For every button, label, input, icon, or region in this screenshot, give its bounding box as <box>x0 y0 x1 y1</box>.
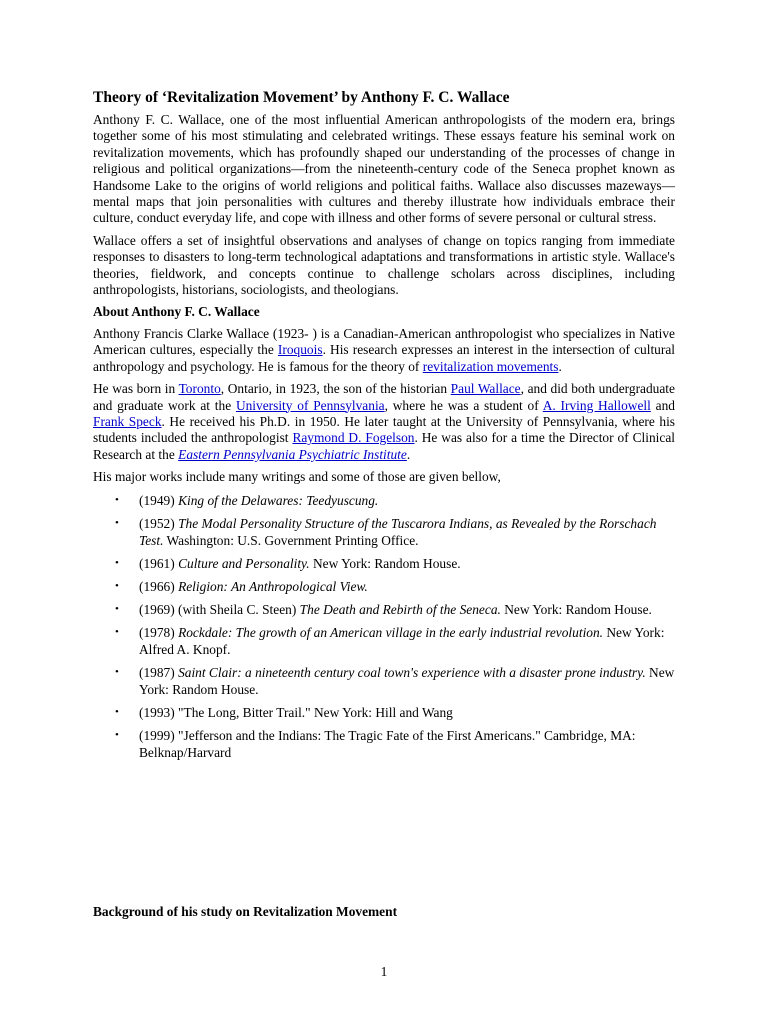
document-body <box>93 88 675 767</box>
bullet-icon: • <box>115 728 119 741</box>
document-title: Theory of ‘Revitalization Movement’ by Anthony F. C. Wallace <box>93 89 510 106</box>
work-entry: (1999) "Jefferson and the Indians: The Tragic Fate of the First Americans." Cambridge, MA: Belknap/Harvard <box>139 727 636 760</box>
work-publisher: New York: Random House. <box>309 555 461 571</box>
link-iroquois[interactable]: Iroquois <box>277 342 323 358</box>
text-span: , where he was a student of <box>384 397 543 413</box>
list-item <box>93 664 675 698</box>
work-publisher: New York: Alfred A. Knopf. <box>139 624 665 657</box>
work-year: (1987) <box>139 664 179 680</box>
work-year: (1961) <box>139 555 179 571</box>
link-eastern-pennsylvania-psychiatric-institute[interactable]: Eastern Pennsylvania Psychiatric Institute <box>178 446 407 462</box>
work-year: (1949) <box>139 492 179 508</box>
text-span: Anthony Francis Clarke Wallace (1923- ) is a Canadian-American anthropologist who specializes in Native American cultures, especially the <box>93 325 675 358</box>
bullet-icon: • <box>115 493 119 506</box>
work-title: Saint Clair: a nineteenth century coal town's experience with a disaster prone industry. <box>178 664 646 680</box>
works-intro: His major works include many writings and some of those are given bellow, <box>93 469 501 485</box>
link-a-irving-hallowell[interactable]: A. Irving Hallowell <box>542 397 651 413</box>
work-title: The Death and Rebirth of the Seneca. <box>299 601 501 617</box>
list-item <box>93 555 675 572</box>
work-title: The Modal Personality Structure of the Tuscarora Indians, as Revealed by the Rorschach Test. <box>139 515 657 548</box>
list-item <box>93 492 675 509</box>
background-heading: Background of his study on Revitalization Movement <box>93 904 398 919</box>
bullet-icon: • <box>115 705 119 718</box>
about-paragraph-1 <box>93 326 675 375</box>
intro-paragraph-2: Wallace offers a set of insightful observations and analyses of change on topics ranging from immediate responses to disasters to long-term technological adaptations and transformations in artistic style. Wallace's theories, fieldwork, and concepts continue to challenge scholars across disciplines, including anthropologists, historians, sociologists, and theologians. <box>93 232 675 298</box>
text-span: . He received his Ph.D. in 1950. He later taught at the University of Pennsylvania, where his students included the anthropologist <box>93 413 675 446</box>
work-year: (1952) <box>139 515 179 531</box>
bullet-icon: • <box>115 579 119 592</box>
work-year: (1966) <box>139 578 179 594</box>
work-title: Religion: An Anthropological View. <box>178 578 368 594</box>
work-year: (1969) (with Sheila C. Steen) <box>139 601 300 617</box>
bullet-icon: • <box>115 625 119 638</box>
intro-paragraph-1: Anthony F. C. Wallace, one of the most influential American anthropologists of the modern era, brings together some of his most stimulating and celebrated writings. These essays feature his seminal work on revitalization movements, which has profoundly shaped our understanding of the processes of change in religious and political organizations—from the nineteenth-century code of the Seneca prophet known as Handsome Lake to the origins of world religions and political faiths. Wallace also discusses mazeways—mental maps that join personalities with cultures and thereby illustrate how individuals embrace their culture, conduct everyday life, and cope with illness and other forms of severe personal or cultural stress. <box>93 112 675 226</box>
text-span: , Ontario, in 1923, the son of the historian <box>220 381 451 397</box>
work-publisher: New York: Random House. <box>500 601 652 617</box>
text-span: and <box>650 397 676 413</box>
bullet-icon: • <box>115 556 119 569</box>
about-paragraph-2 <box>93 381 675 463</box>
page-number: 1 <box>380 964 388 979</box>
link-frank-speck[interactable]: Frank Speck <box>93 413 162 429</box>
text-span: , and did both undergraduate and graduate work at the <box>93 381 675 413</box>
list-item <box>93 601 675 618</box>
text-span: . His research expresses an interest in the intersection of cultural anthropology and psychology. He is famous for the theory of <box>93 342 675 374</box>
list-item <box>93 704 675 721</box>
about-heading: About Anthony F. C. Wallace <box>93 304 260 320</box>
list-item <box>93 578 675 595</box>
text-span: He was born in <box>93 381 179 397</box>
link-paul-wallace[interactable]: Paul Wallace <box>450 381 521 397</box>
work-title: Culture and Personality. <box>178 555 310 571</box>
bullet-icon: • <box>115 665 119 678</box>
list-item <box>93 624 675 658</box>
works-list <box>93 492 675 761</box>
text-span: . <box>558 358 562 374</box>
work-title: Rockdale: The growth of an American village in the early industrial revolution. <box>178 624 604 640</box>
bullet-icon: • <box>115 602 119 615</box>
link-toronto[interactable]: Toronto <box>178 381 221 397</box>
work-entry: (1993) "The Long, Bitter Trail." New York: Hill and Wang <box>139 704 453 720</box>
work-publisher: New York: Random House. <box>139 664 675 697</box>
bullet-icon: • <box>115 516 119 529</box>
list-item <box>93 727 675 761</box>
list-item <box>93 515 675 549</box>
link-revitalization-movements[interactable]: revitalization movements <box>422 358 559 374</box>
text-span: . He was also for a time the Director of Clinical Research at the <box>93 430 675 462</box>
work-title: King of the Delawares: Teedyuscung. <box>178 492 379 508</box>
work-publisher: Washington: U.S. Government Printing Office. <box>163 532 419 548</box>
link-university-of-pennsylvania[interactable]: University of Pennsylvania <box>235 397 385 413</box>
work-year: (1978) <box>139 624 179 640</box>
text-span: . <box>406 446 411 462</box>
link-raymond-fogelson[interactable]: Raymond D. Fogelson <box>292 430 415 446</box>
